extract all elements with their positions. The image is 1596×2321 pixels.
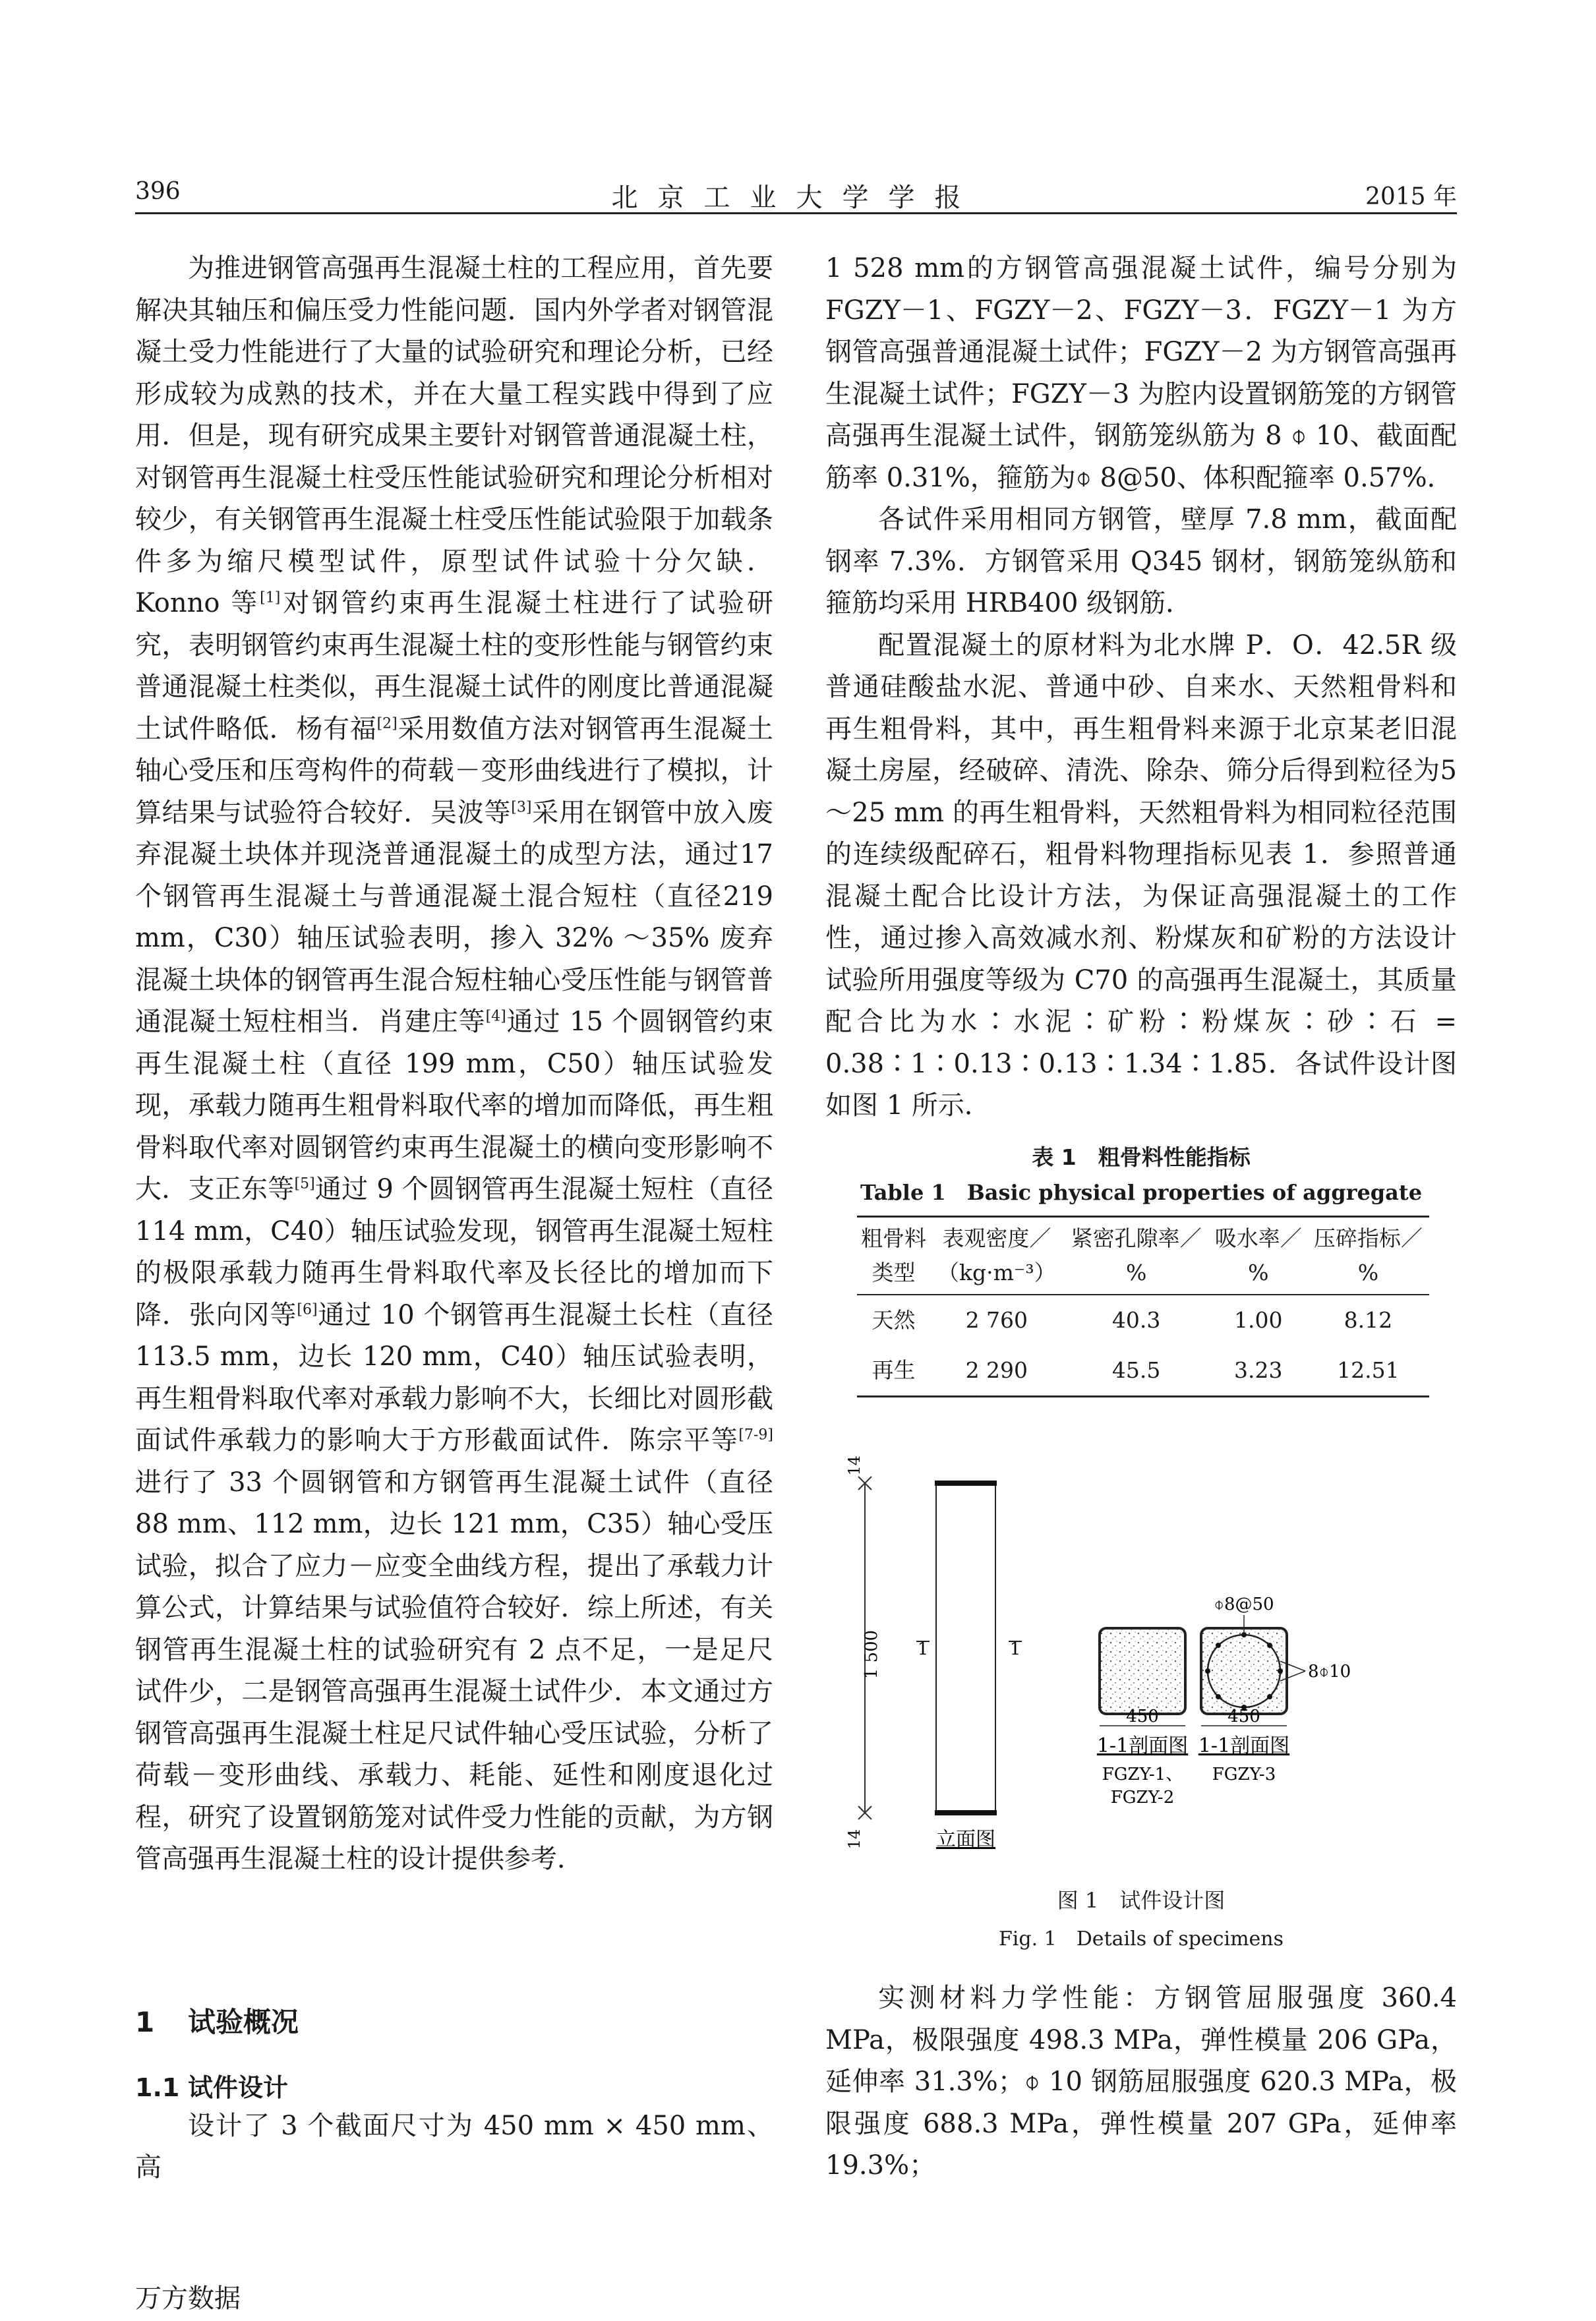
- left-column: [135, 248, 773, 1881]
- table-cell: 再生: [872, 1357, 916, 1383]
- watermark: 万方数据: [135, 2283, 241, 2314]
- table-caption-en: Table 1 Basic physical properties of aggregate: [860, 1180, 1423, 1205]
- table-cell: 天然: [872, 1307, 916, 1333]
- table-cell: 45.5: [1111, 1357, 1161, 1383]
- specimen-design-paragraph: 设计了 3 个截面尺寸为 450 mm × 450 mm、高: [135, 2111, 773, 2183]
- specimens-label-1a: FGZY-1、: [1102, 1765, 1183, 1784]
- specimen-paragraph: 1 528 mm的方钢管高强混凝土试件，编号分别为 FGZY－1、FGZY－2、FGZY－3．FGZY－1 为方钢管高强普通混凝土试件；FGZY－2 为方钢管高强再生混凝土试件；FGZY－3 为腔内设置钢筋笼的方钢管高强再生混凝土试件，钢筋笼纵筋为 8 ⌽ 10、截面配筋率 0.31%，箍筋为⌽ 8@50、体积配箍率 0.57%．: [825, 253, 1457, 493]
- citation-5: [5]: [294, 1175, 315, 1192]
- table-header-cell: 粗骨料 类型: [861, 1225, 927, 1285]
- longitudinal-bar-label: 8⌽10: [1308, 1662, 1351, 1682]
- specimens-label-1b: FGZY-2: [1110, 1788, 1175, 1807]
- cut-mark-right: 1: [1009, 1639, 1021, 1659]
- table-row: [857, 1345, 1429, 1397]
- section-heading-1: [135, 2001, 299, 2040]
- table-header-row: [857, 1217, 1429, 1295]
- intro-text-3: 采用数值方法对钢管再生混凝土轴心受压和压弯构件的荷载－变形曲线进行了模拟，计算结果与试验符合较好．吴波等: [135, 713, 774, 828]
- header-rule: [135, 212, 1457, 214]
- table-cell: 12.51: [1337, 1357, 1400, 1383]
- section-title: 试验概况: [188, 2006, 299, 2038]
- intro-paragraph: [135, 248, 773, 1881]
- running-header: [135, 173, 1457, 212]
- steel-tube-paragraph: 各试件采用相同方钢管，壁厚 7.8 mm，截面配钢率 7.3%．方钢管采用 Q345 钢材，钢筋笼纵筋和箍筋均采用 HRB400 级钢筋．: [825, 504, 1457, 618]
- intro-text-2: 对钢管约束再生混凝土柱进行了试验研究，表明钢管约束再生混凝土柱的变形性能与钢管约束普通混凝土柱类似，再生混凝土试件的刚度比普通混凝土试件略低．杨有福: [135, 588, 773, 744]
- elevation-view: [845, 1455, 1022, 1851]
- table-cell: 3.23: [1234, 1357, 1283, 1383]
- table-header-cell: 紧密孔隙率／ %: [1071, 1225, 1202, 1285]
- section-label-1: 1-1剖面图: [1096, 1734, 1189, 1757]
- dim-bottom-label: 14: [845, 1829, 864, 1850]
- intro-text-7: 通过 10 个钢管再生混凝土长柱（直径 113.5 mm，边长 120 mm，C40）轴压试验表明，再生粗骨料取代率对承载力影响不大，长细比对圆形截面试件承载力的影响大于方形截面试件．陈宗平等: [135, 1299, 774, 1455]
- section-label-2: 1-1剖面图: [1198, 1734, 1290, 1757]
- aggregate-properties-table: [857, 1216, 1429, 1397]
- intro-text-8: 进行了 33 个圆钢管和方钢管再生混凝土试件（直径 88 mm、112 mm，边长 121 mm，C35）轴心受压试验，拟合了应力－应变全曲线方程，提出了承载力计算公式，计算结果与试验值符合较好．综上所述，有关钢管再生混凝土柱的试验研究有 2 点不足，一是足尺试件少，二是钢管高强再生混凝土试件少．本文通过方钢管高强再生混凝土柱足尺试件轴心受压试验，分析了荷载－变形曲线、承载力、耗能、延性和刚度退化过程，研究了设置钢筋笼对试件受力性能的贡献，为方钢管高强再生混凝土柱的设计提供参考．: [135, 1467, 773, 1874]
- table-header-cell: 吸水率／ %: [1214, 1225, 1302, 1285]
- right-column: [825, 248, 1457, 1127]
- citation-6: [6]: [297, 1301, 318, 1318]
- intro-text-6: 通过 9 个圆钢管再生混凝土短柱（直径 114 mm，C40）轴压试验发现，钢管再生混凝土短柱的极限承载力随再生骨料取代率及长径比的增加而下降．张向冈等: [135, 1174, 773, 1330]
- figure-caption-cn: 图 1 试件设计图: [1057, 1888, 1226, 1913]
- figure-caption-en: Fig. 1 Details of specimens: [998, 1927, 1284, 1951]
- intro-text-1: 为推进钢管高强再生混凝土柱的工程应用，首先要解决其轴压和偏压受力性能问题．国内外学者对钢管混凝土受力性能进行了大量的试验研究和理论分析，已经形成较为成熟的技术，并在大量工程实践中得到了应用．但是，现有研究成果主要针对钢管普通混凝土柱，对钢管再生混凝土柱受压性能试验研究和理论分析相对较少，有关钢管再生混凝土柱受压性能试验限于加载条件多为缩尺模型试件，原型试件试验十分欠缺．Konno 等: [135, 253, 773, 618]
- citation-1: [1]: [260, 589, 281, 606]
- citation-3: [3]: [511, 799, 532, 816]
- right-column-bottom: [825, 1978, 1457, 2187]
- table-header-cell: 表观密度／ （kg·m⁻³）: [937, 1225, 1056, 1285]
- table-cell: 2 290: [965, 1357, 1028, 1383]
- width-label-2: 450: [1227, 1707, 1260, 1726]
- subsection-number: 1.1: [135, 2073, 180, 2102]
- citation-4: [4]: [485, 1008, 506, 1025]
- section-number: 1: [135, 2006, 155, 2038]
- section-view-fgzy-1-2: [1097, 1628, 1188, 1807]
- specimens-label-2: FGZY-3: [1212, 1765, 1276, 1784]
- intro-text-5: 通过 15 个圆钢管约束再生混凝土柱（直径 199 mm，C50）轴压试验发现，承载力随再生粗骨料取代率的增加而降低，再生粗骨料取代率对圆钢管约束再生混凝土的横向变形影响不大．支正东等: [135, 1007, 774, 1204]
- citation-2: [2]: [376, 715, 398, 732]
- specimen-design-figure: [845, 1437, 1470, 1872]
- table-cell: 40.3: [1111, 1307, 1161, 1333]
- journal-title: 北京工业大学学报: [611, 183, 981, 213]
- material-properties-paragraph: 实测材料力学性能：方钢管屈服强度 360.4 MPa，极限强度 498.3 MPa，弹性模量 206 GPa，延伸率 31.3%；⌽ 10 钢筋屈服强度 620.3 MPa，极限强度 688.3 MPa，弹性模量 207 GPa，延伸率 19.3%；: [825, 1983, 1457, 2181]
- cut-mark-left: 1: [917, 1639, 929, 1659]
- elevation-label: 立面图: [936, 1828, 995, 1851]
- section-view-fgzy-3: [1198, 1595, 1351, 1784]
- table-cell: 1.00: [1234, 1307, 1283, 1333]
- intro-text-4: 采用在钢管中放入废弃混凝土块体并现浇普通混凝土的成型方法，通过17 个钢管再生混凝土与普通混凝土混合短柱（直径219 mm，C30）轴压试验表明，掺入 32% ～35% 废弃混凝土块体的钢管再生混合短柱轴心受压性能与钢管普通混凝土短柱相当．肖建庄等: [135, 797, 774, 1037]
- table-cell: 2 760: [965, 1307, 1028, 1333]
- concrete-paragraph: 配置混凝土的原材料为北水牌 P．O．42.5R 级普通硅酸盐水泥、普通中砂、自来水、天然粗骨料和再生粗骨料，其中，再生粗骨料来源于北京某老旧混凝土房屋，经破碎、清洗、除杂、筛分后得到粒径为5 ～25 mm 的再生粗骨料，天然粗骨料为相同粒径范围的连续级配碎石，粗骨料物理指标见表 1．参照普通混凝土配合比设计方法，为保证高强混凝土的工作性，通过掺入高效减水剂、粉煤灰和矿粉的方法设计试验所用强度等级为 C70 的高强再生混凝土，其质量配合比为水∶水泥∶矿粉∶粉煤灰∶砂∶石 = 0.38∶1∶0.13∶0.13∶1.34∶1.85．各试件设计图如图 1 所示．: [825, 630, 1457, 1121]
- section-heading-1-1: [135, 2067, 288, 2103]
- table-header-cell: 压碎指标／ %: [1313, 1225, 1423, 1285]
- dim-height-label: 1 500: [862, 1630, 881, 1680]
- width-label-1: 450: [1126, 1707, 1159, 1726]
- citation-7-9: [7-9]: [738, 1426, 773, 1444]
- table-row: [857, 1295, 1429, 1345]
- table-cell: 8.12: [1344, 1307, 1393, 1333]
- table-caption-cn: 表 1 粗骨料性能指标: [1032, 1144, 1251, 1170]
- subsection-title: 试件设计: [188, 2073, 289, 2102]
- dim-top-label: 14: [845, 1455, 864, 1476]
- page-number: 396: [135, 178, 181, 205]
- stirrup-label: ⌽8@50: [1214, 1595, 1274, 1614]
- journal-year: 2015 年: [1365, 183, 1457, 210]
